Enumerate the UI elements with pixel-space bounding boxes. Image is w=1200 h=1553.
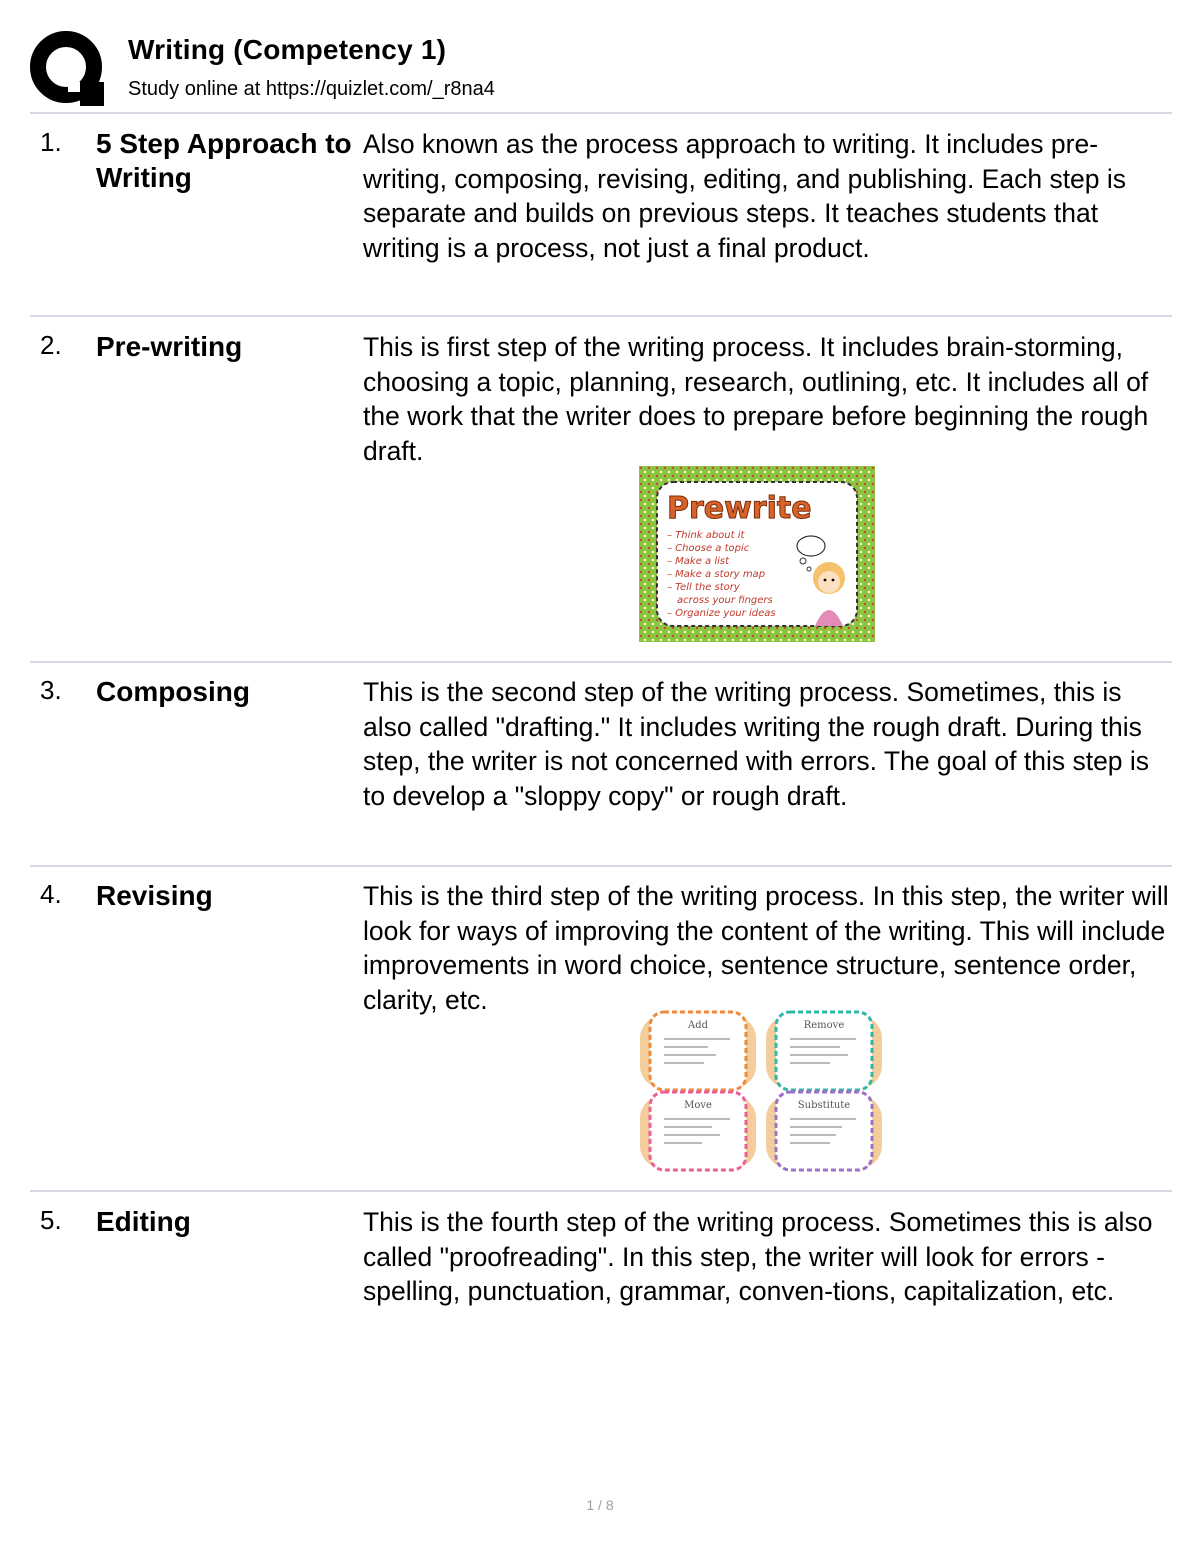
revision-card (766, 1092, 882, 1170)
revision-cards-image (636, 1010, 892, 1172)
quizlet-q-logo-icon (30, 30, 108, 108)
poster-item: across your fingers (677, 595, 773, 606)
card-number: 2. (40, 330, 62, 360)
flashcard-row (30, 127, 1172, 307)
poster-item: – Organize your ideas (667, 608, 776, 619)
card-term: Editing (96, 1206, 191, 1237)
revision-card-label: Remove (803, 1020, 845, 1031)
card-definition: This is the third step of the writing process. In this step, the writer will look for ways of improving the content of the writing. This will include improvements in word choice, sentence structure, sentence order, clarity, etc. (363, 881, 1169, 1015)
page-number: 1 / 8 (586, 1497, 614, 1513)
divider (30, 315, 1172, 317)
flashcard-row (30, 330, 1172, 650)
divider (30, 661, 1172, 663)
revision-card (640, 1092, 756, 1170)
card-definition: This is the fourth step of the writing process. Sometimes this is also called "proofreading". In this step, the writer will look for errors - spelling, punctuation, grammar, conven-tions, capitalization, etc. (363, 1207, 1153, 1306)
card-number: 5. (40, 1205, 62, 1235)
poster-item: – Make a list (667, 556, 730, 567)
poster-item: – Think about it (667, 530, 745, 541)
prewrite-poster-image (639, 466, 875, 642)
divider (30, 112, 1172, 114)
revision-card (640, 1012, 756, 1090)
card-term: 5 Step Approach to Writing (96, 128, 352, 193)
card-number: 4. (40, 879, 62, 909)
card-number: 1. (40, 127, 62, 157)
divider (30, 865, 1172, 867)
card-number: 3. (40, 675, 62, 705)
revision-card (766, 1012, 882, 1090)
revision-card-label: Move (684, 1100, 712, 1111)
study-link-text: Study online at https://quizlet.com/_r8na4 (128, 78, 495, 100)
card-term: Composing (96, 676, 250, 707)
flashcard-row (30, 879, 1172, 1179)
card-definition: This is first step of the writing process. It includes brain-storming, choosing a topic, planning, research, outlining, etc. It includes all of the work that the writer does to prepare before beginning the rough draft. (363, 332, 1149, 466)
page-header (30, 30, 1172, 108)
card-term: Pre-writing (96, 331, 243, 362)
revision-card-label: Add (687, 1020, 709, 1031)
poster-item: – Choose a topic (667, 543, 750, 554)
card-definition: Also known as the process approach to writing. It includes pre-writing, composing, revising, editing, and publishing. Each step is separate and builds on previous steps. It teaches students that writing is a process, not just a final product. (363, 129, 1127, 263)
page-title: Writing (Competency 1) (128, 34, 447, 65)
card-term: Revising (96, 880, 213, 911)
poster-item: – Tell the story (667, 582, 740, 593)
poster-item: – Make a story map (667, 569, 766, 580)
divider (30, 1190, 1172, 1192)
flashcard-row (30, 1205, 1172, 1355)
poster-heading: Prewrite (667, 491, 812, 526)
flashcard-row (30, 675, 1172, 860)
revision-card-label: Substitute (797, 1100, 851, 1111)
card-definition: This is the second step of the writing process. Sometimes, this is also called "drafting." It includes writing the rough draft. During this step, the writer is not concerned with errors. The goal of this step is to develop a "sloppy copy" or rough draft. (363, 677, 1150, 811)
